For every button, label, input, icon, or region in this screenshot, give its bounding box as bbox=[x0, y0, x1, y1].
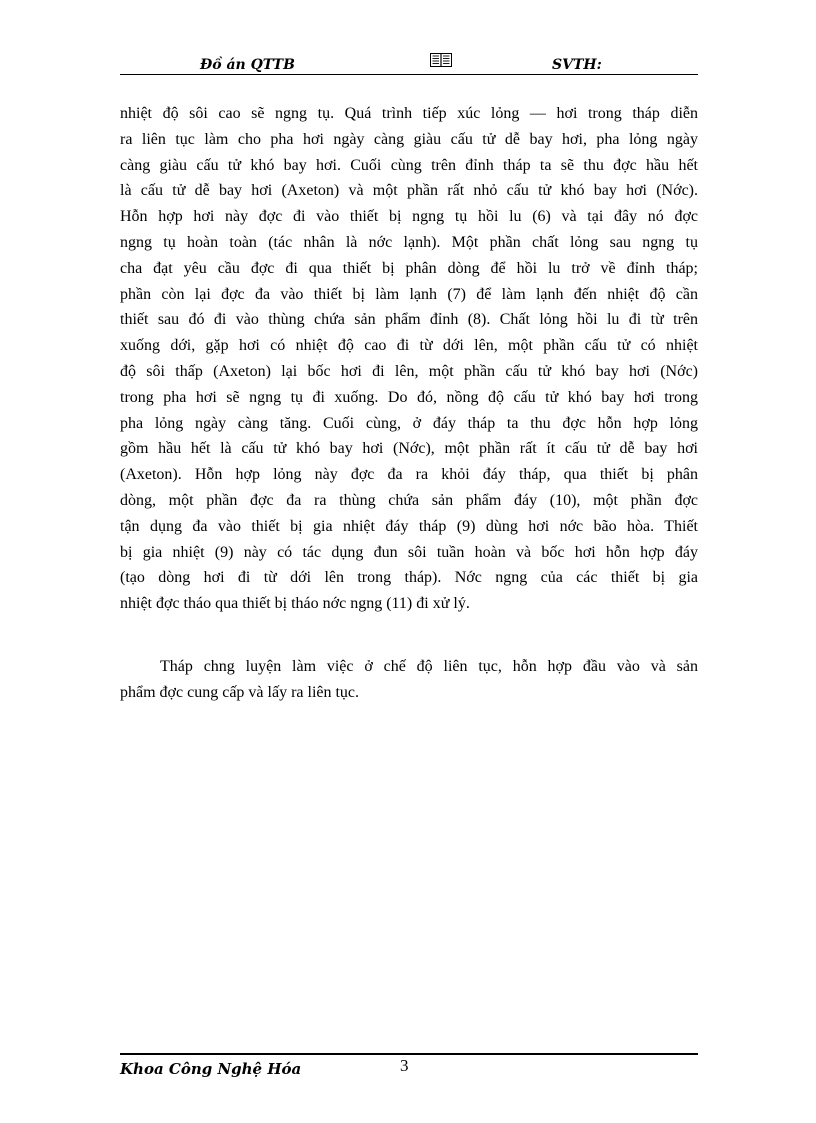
text-line: bị gia nhiệt (9) này có tác dụng đun sôi tuần hoàn và bốc hơi hỗn hợp đáy bbox=[120, 543, 698, 561]
text-line: tận dụng đa vào thiết bị gia nhiệt đáy tháp (9) dùng hơi nớc bão hòa. Thiết bbox=[120, 517, 698, 535]
paragraph-1 bbox=[120, 101, 698, 617]
text-line: ngng tụ hoàn toàn (tác nhân là nớc lạnh). Một phần chất lỏng sau ngng tụ bbox=[120, 233, 698, 251]
text-line: pha lỏng ngày càng tăng. Cuối cùng, ở đáy tháp ta thu đợc hỗn hợp lỏng bbox=[120, 414, 698, 432]
open-book-icon bbox=[430, 52, 452, 68]
text-line: (tạo dòng hơi đi từ dới lên trong tháp). Nớc ngng của các thiết bị gia bbox=[120, 569, 698, 587]
text-line: nhiệt đợc tháo qua thiết bị tháo nớc ngng (11) đi xử lý. bbox=[120, 595, 470, 613]
footer-department: Khoa Công Nghệ Hóa bbox=[120, 1060, 302, 1078]
header-rule bbox=[120, 74, 698, 75]
paragraph-2 bbox=[120, 654, 698, 706]
text-line: trong pha hơi sẽ ngng tụ đi xuống. Do đó, nồng độ cấu tử khó bay hơi trong bbox=[120, 388, 698, 406]
text-line: (Axeton). Hỗn hợp lỏng này đợc đa ra khỏi đáy tháp, qua thiết bị phân bbox=[120, 466, 698, 484]
text-line: cha đạt yêu cầu đợc đi qua thiết bị phân dòng để hồi lu trở về đỉnh tháp; bbox=[120, 259, 698, 277]
page-header bbox=[120, 52, 698, 76]
text-line: phần còn lại đợc đa vào thiết bị làm lạnh (7) để làm lạnh đến nhiệt độ cần bbox=[120, 285, 698, 303]
text-line: Tháp chng luyện làm việc ở chế độ liên tục, hỗn hợp đầu vào và sản bbox=[160, 658, 698, 675]
header-left-title: Đồ án QTTB bbox=[200, 57, 295, 73]
text-line: ra liên tục làm cho pha hơi ngày càng giàu cấu tử dễ bay hơi, pha lỏng ngày bbox=[120, 130, 698, 148]
text-line: dòng, một phần đợc đa ra thùng chứa sản phẩm đáy (10), một phần đợc bbox=[120, 491, 698, 509]
page-number: 3 bbox=[400, 1056, 409, 1075]
text-line: Hỗn hợp hơi này đợc đi vào thiết bị ngng tụ hồi lu (6) và tại đây nó đợc bbox=[120, 208, 698, 226]
text-line: phẩm đợc cung cấp và lấy ra liên tục. bbox=[120, 683, 360, 701]
header-right-title: SVTH: bbox=[552, 57, 602, 73]
text-line: xuống dới, gặp hơi có nhiệt độ cao đi từ dới lên, một phần cấu tử có nhiệt bbox=[120, 337, 698, 355]
text-line: độ sôi thấp (Axeton) lại bốc hơi đi lên, một phần cấu tử khó bay hơi (Nớc) bbox=[120, 362, 698, 380]
text-line: càng giàu cấu tử khó bay hơi. Cuối cùng trên đỉnh tháp ta sẽ thu đợc hầu hết bbox=[120, 156, 698, 174]
text-line: gồm hầu hết là cấu tử khó bay hơi (Nớc), một phần rất ít cấu tử dễ bay hơi bbox=[120, 440, 698, 458]
text-line: thiết sau đó đi vào thùng chứa sản phẩm đỉnh (8). Chất lỏng hồi lu đi từ trên bbox=[120, 311, 698, 329]
footer-rule bbox=[120, 1053, 698, 1055]
text-line: là cấu tử dễ bay hơi (Axeton) và một phần rất nhỏ cấu tử khó bay hơi (Nớc). bbox=[120, 182, 698, 200]
text-line: nhiệt độ sôi cao sẽ ngng tụ. Quá trình tiếp xúc lỏng — hơi trong tháp diễn bbox=[120, 105, 698, 122]
